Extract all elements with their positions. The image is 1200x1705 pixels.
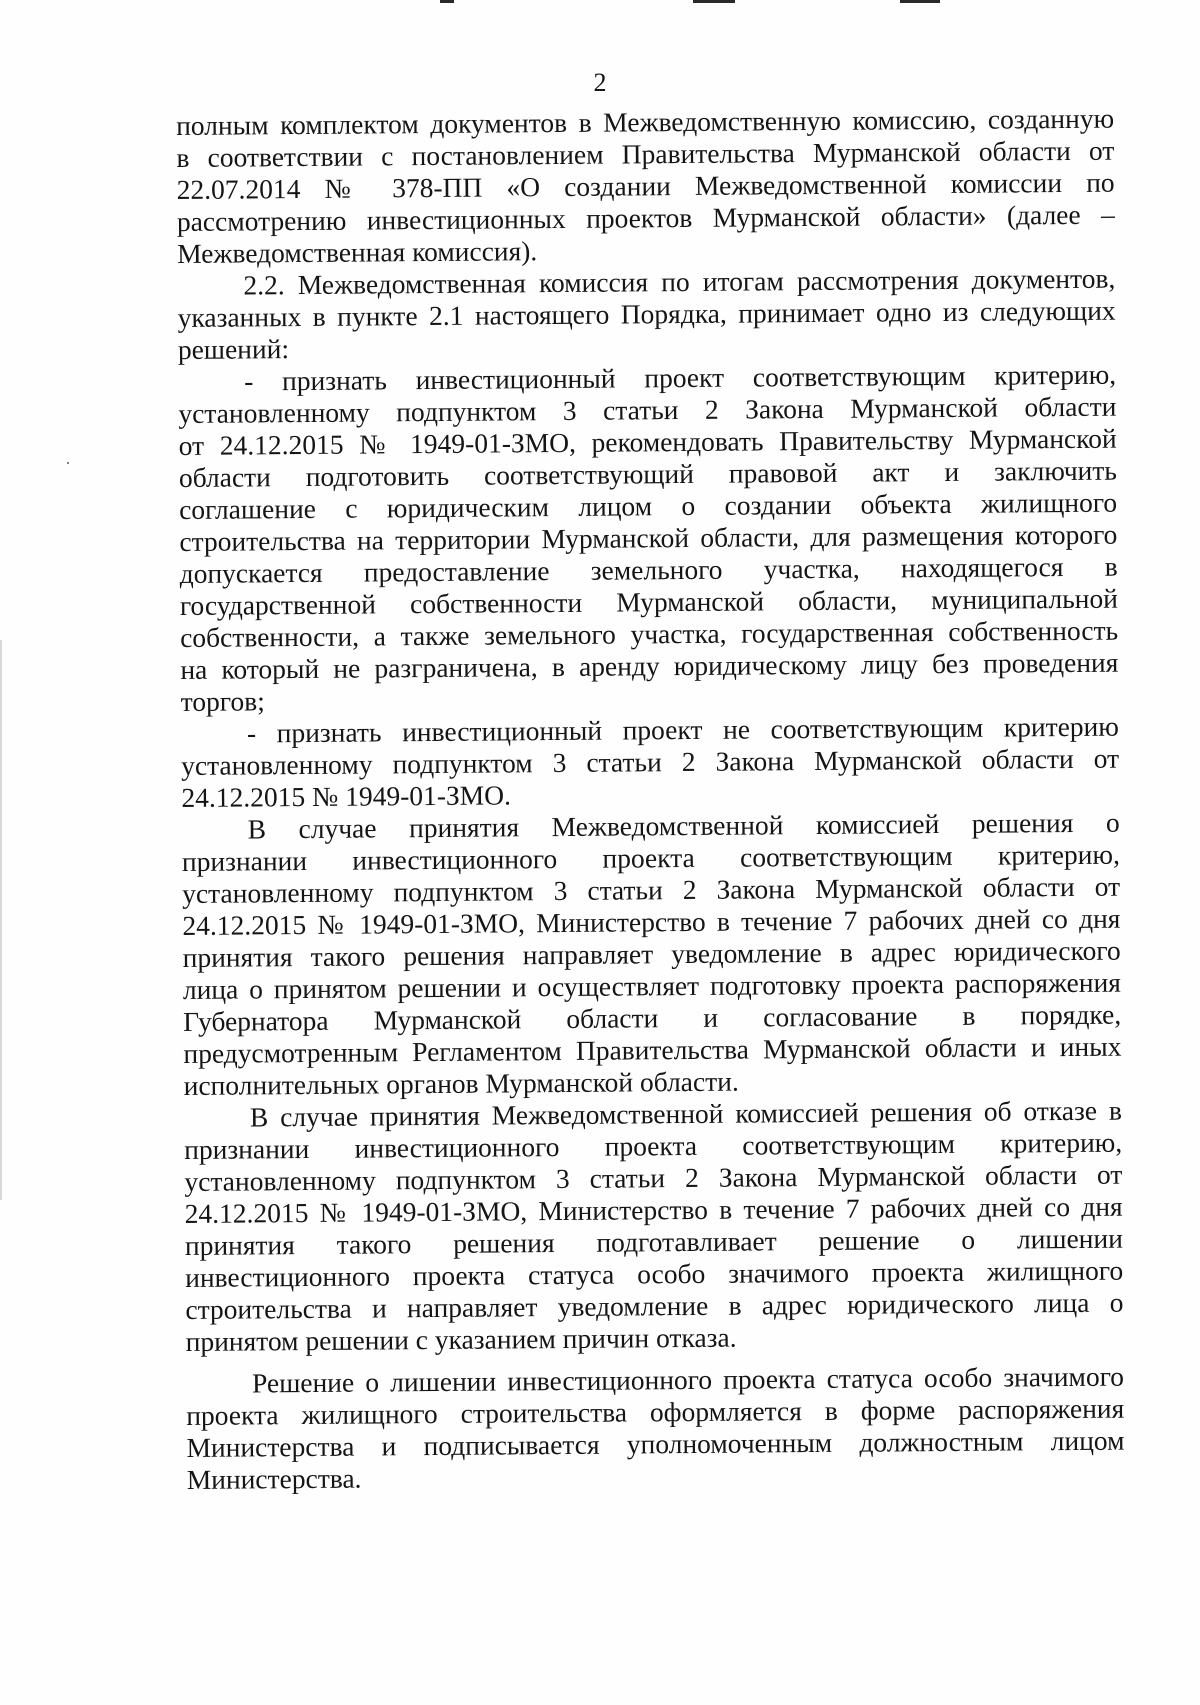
scan-artifact-top [693, 0, 735, 3]
text-line: на который не разграничена, в аренду юридическому лицу без проведения [180, 646, 1119, 685]
text-line: указанных в пункте 2.1 настоящего Порядка, принимает одно из следующих [177, 294, 1116, 333]
paragraph [181, 711, 1120, 814]
text-line: - признать инвестиционный проект не соответствующим критерию [246, 710, 1119, 749]
text-line: собственности, а также земельного участка, государственная собственность [180, 614, 1119, 653]
text-line: Министерства. [186, 1462, 362, 1495]
scan-speck [67, 462, 69, 464]
text-line: 2.2. Межведомственная комиссия по итогам рассмотрения документов, [243, 262, 1116, 301]
text-line: признании инвестиционного проекта соответствующим критерию, [184, 1126, 1123, 1165]
paragraph [176, 103, 1115, 270]
text-line: - признать инвестиционный проект соответствующим критерию, [244, 358, 1117, 397]
text-line: установленному подпунктом 3 статьи 2 Закона Мурманской области от [184, 1158, 1123, 1197]
text-line: 22.07.2014 № 378-ПП «О создании Межведомственной комиссии по [176, 166, 1115, 205]
text-line: в соответствии с постановлением Правительства Мурманской области от [176, 134, 1115, 173]
scan-edge [0, 640, 2, 1200]
text-line: торгов; [180, 685, 265, 717]
paragraph [178, 359, 1119, 718]
page-number: 2 [593, 68, 607, 97]
text-line: 24.12.2015 № 1949-01-ЗМО, Министерство в течение 7 рабочих дней со дня [182, 902, 1121, 941]
paragraph [177, 263, 1116, 366]
text-line: Министерства и подписывается уполномоченным должностным лицом [186, 1424, 1125, 1463]
text-line: признании инвестиционного проекта соответствующим критерию, [181, 838, 1120, 877]
text-line: предусмотренным Регламентом Правительства Мурманской области и иных [183, 1030, 1122, 1069]
text-line: В случае принятия Межведомственной комиссией решения об отказе в [249, 1094, 1123, 1133]
text-line: рассмотрению инвестиционных проектов Мурманской области» (далее – [176, 198, 1115, 237]
text-line: решений: [177, 333, 290, 365]
text-line: 24.12.2015 № 1949-01-ЗМО. [181, 779, 512, 813]
text-line: соглашение с юридическим лицом о создании объекта жилищного [179, 486, 1118, 525]
text-line: установленному подпунктом 3 статьи 2 Закона Мурманской области от [182, 870, 1121, 909]
text-line: Решение о лишении инвестиционного проекта статуса особо значимого [251, 1360, 1125, 1399]
document-body [176, 103, 1125, 1496]
text-line: строительства на территории Мурманской области, для размещения которого [179, 518, 1118, 557]
text-line: принятия такого решения направляет уведомление в адрес юридического [182, 934, 1121, 973]
text-line: допускается предоставление земельного участка, находящегося в [179, 550, 1118, 589]
text-line: принятия такого решения подготавливает решение о лишении [184, 1222, 1124, 1261]
text-line: принятом решении с указанием причин отказа. [185, 1321, 737, 1357]
text-line: 24.12.2015 № 1949-01-ЗМО, Министерство в течение 7 рабочих дней со дня [184, 1190, 1123, 1229]
text-line: строительства и направляет уведомление в адрес юридического лица о [185, 1286, 1124, 1325]
text-line: Губернатора Мурманской области и согласование в порядке, [183, 998, 1122, 1037]
paragraph [186, 1361, 1125, 1496]
text-line: проекта жилищного строительства оформляется в форме распоряжения [186, 1392, 1125, 1431]
text-line: Межведомственная комиссия). [177, 235, 538, 269]
text-line: от 24.12.2015 № 1949-01-ЗМО, рекомендовать Правительству Мурманской [178, 422, 1117, 461]
scan-artifact-top [440, 0, 454, 3]
paragraph [184, 1095, 1124, 1358]
text-line: В случае принятия Межведомственной комиссией решения о [247, 806, 1120, 845]
text-line: лица о принятом решении и осуществляет подготовку проекта распоряжения [182, 966, 1122, 1005]
text-line: инвестиционного проекта статуса особо значимого проекта жилищного [185, 1254, 1124, 1293]
text-line: установленному подпунктом 3 статьи 2 Закона Мурманской области от [181, 742, 1120, 781]
text-line: полным комплектом документов в Межведомственную комиссию, созданную [176, 102, 1115, 141]
text-line: исполнительных органов Мурманской области. [183, 1065, 739, 1101]
text-line: области подготовить соответствующий правовой акт и заключить [178, 454, 1117, 493]
paragraph [182, 807, 1122, 1102]
scan-artifact-top [900, 0, 940, 3]
text-line: государственной собственности Мурманской области, муниципальной [179, 582, 1118, 621]
text-line: установленному подпунктом 3 статьи 2 Закона Мурманской области [178, 390, 1117, 429]
